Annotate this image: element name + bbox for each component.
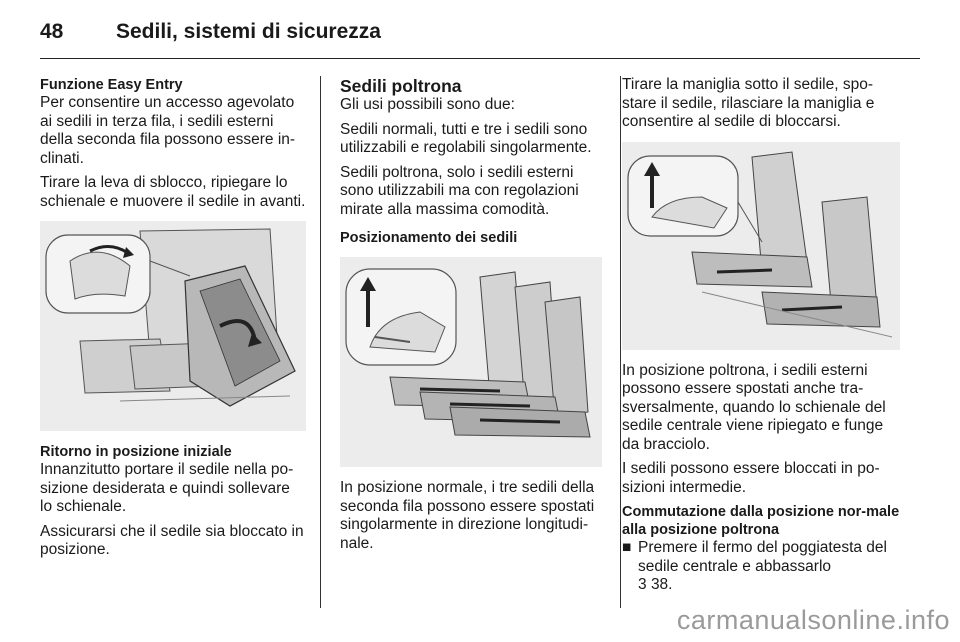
paragraph: Tirare la leva di sblocco, ripiegare lo schienale e muovere il sedile in avanti. [40,174,306,210]
reference-arrow-icon: 3 [638,576,647,593]
page-number: 48 [40,20,64,43]
paragraph: I sedili possono essere bloccati in po-sizioni intermedie. [622,460,880,496]
column-1 [40,76,306,566]
page-header [40,16,920,60]
armchair-seats-illustration [622,142,900,350]
paragraph: Innanzitutto portare il sedile nella po-sizione desiderata e quindi sollevare lo schienale. [40,461,294,515]
easy-entry-illustration [40,221,306,431]
seat-folding-illustration [40,221,306,431]
column-2 [340,76,606,559]
page-title: Sedili, sistemi di sicurezza [116,20,381,43]
paragraph: Sedili poltrona, solo i sedili esterni sono utilizzabili ma con regolazioni mirate alla massima comodità. [340,163,579,218]
header-divider [40,58,920,59]
heading-return-position: Ritorno in posizione iniziale [40,444,232,460]
bullet-square-icon: ■ [622,539,632,556]
paragraph: Sedili normali, tutti e tre i sedili sono utilizzabili e regolabili singolarmente. [340,120,592,156]
paragraph: Gli usi possibili sono due: [340,96,515,113]
heading-sedili-poltrona: Sedili poltrona [340,76,462,96]
column-3 [622,76,902,595]
column-divider [620,76,621,608]
column-divider [320,76,321,608]
paragraph: In posizione normale, i tre sedili della seconda fila possono essere spostati singolarmente in direzione longitudi-nale. [340,479,595,552]
heading-switch-position: Commutazione dalla posizione nor-male alla posizione poltrona [622,504,900,538]
paragraph: In posizione poltrona, i sedili esterni possono essere spostati anche tra-sversalmente, quando lo schienale del sedile centrale viene ripiegato e funge da bracciolo. [622,361,886,453]
sliding-seats-illustration [340,257,602,467]
paragraph: Assicurarsi che il sedile sia bloccato in posizione. [40,522,304,558]
paragraph: Per consentire un accesso agevolato ai sedili in terza fila, i sedili esterni della seconda fila possono essere in-clinati. [40,94,296,167]
list-item-text: Premere il fermo del poggiatesta del sedile centrale e abbassarlo 3 38. [638,539,887,593]
seat-positioning-illustration [340,257,602,467]
paragraph: Tirare la maniglia sotto il sedile, spo-stare il sedile, rilasciare la maniglia e consentire al sedile di bloccarsi. [622,76,875,130]
list-item [622,539,902,595]
page-reference-link[interactable]: 3 38. [638,576,673,593]
heading-easy-entry: Funzione Easy Entry [40,77,183,93]
watermark: carmanualsonline.info [676,605,950,635]
lateral-seats-illustration [622,142,900,350]
heading-seat-positioning: Posizionamento dei sedili [340,230,518,246]
